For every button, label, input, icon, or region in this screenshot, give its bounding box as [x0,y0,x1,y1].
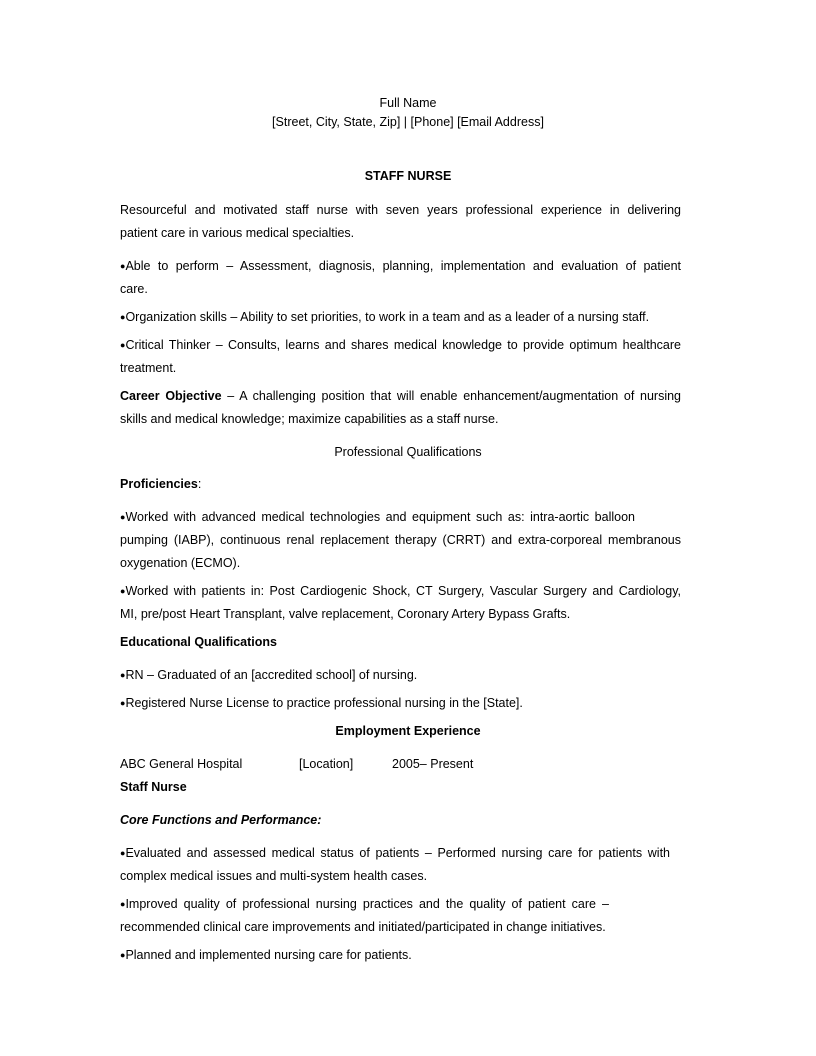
career-objective [120,388,681,404]
duty-item-planned [120,947,412,963]
summary-line-2: patient care in various medical specialties. [120,226,355,240]
duty-item-text: Evaluated and assessed medical status of patients – Performed nursing care for patients with [125,846,670,860]
position-title: Staff Nurse [120,780,187,794]
core-functions-heading: Core Functions and Performance: [120,813,322,827]
bullet-icon: ● [120,512,126,522]
professional-qualifications-heading: Professional Qualifications [334,445,482,459]
bullet-icon: ● [120,261,126,271]
education-heading: Educational Qualifications [120,635,277,649]
proficiencies-colon: : [197,477,202,491]
bullet-icon: ● [120,312,126,322]
employment-heading: Employment Experience [335,724,481,738]
contact-line: [Street, City, State, Zip] | [Phone] [Email Address] [272,115,544,129]
education-item-text: RN – Graduated of an [accredited school] of nursing. [125,668,418,682]
proficiency-item-technologies [120,509,635,525]
bullet-icon: ● [120,670,126,680]
proficiency-item-patients-cont: MI, pre/post Heart Transplant, valve replacement, Coronary Artery Bypass Grafts. [120,607,571,621]
education-item-rn [120,667,417,683]
full-name: Full Name [379,96,437,110]
proficiency-item-technologies-cont-2: oxygenation (ECMO). [120,556,241,570]
career-objective-cont: skills and medical knowledge; maximize capabilities as a staff nurse. [120,412,499,426]
duty-item-evaluated-cont: complex medical issues and multi-system health cases. [120,869,428,883]
duty-item-improved-cont: recommended clinical care improvements and initiated/participated in change initiatives. [120,920,606,934]
duty-item-improved [120,896,609,912]
skill-item-critical-thinker-cont: treatment. [120,361,177,375]
resume-title: STAFF NURSE [364,169,452,183]
skill-item-organization [120,309,649,325]
skill-item-critical-thinker [120,337,681,353]
bullet-icon: ● [120,950,126,960]
proficiencies-heading [120,476,201,492]
career-objective-text: – A challenging position that will enable enhancement/augmentation of nursing [221,389,682,403]
skill-item-text: Able to perform – Assessment, diagnosis, planning, implementation and evaluation of patient [125,259,681,273]
bullet-icon: ● [120,899,126,909]
education-item-license [120,695,523,711]
proficiency-item-technologies-cont-1: pumping (IABP), continuous renal replacement therapy (CRRT) and extra-corporeal membranous [120,533,681,547]
summary-line-1: Resourceful and motivated staff nurse with seven years professional experience in delivering [120,203,681,217]
employment-dates: 2005– Present [392,757,474,771]
proficiency-item-patients [120,583,681,599]
career-objective-label: Career Objective [120,389,222,403]
employer-location: [Location] [299,757,354,771]
skill-item-text: Critical Thinker – Consults, learns and shares medical knowledge to provide optimum healthcare [125,338,681,352]
education-item-text: Registered Nurse License to practice professional nursing in the [State]. [125,696,523,710]
bullet-icon: ● [120,698,126,708]
duty-item-text: Planned and implemented nursing care for patients. [125,948,412,962]
proficiency-item-text: Worked with patients in: Post Cardiogenic Shock, CT Surgery, Vascular Surgery and Cardiology, [125,584,681,598]
employer-name: ABC General Hospital [120,757,243,771]
duty-item-evaluated [120,845,670,861]
skill-item-text: Organization skills – Ability to set priorities, to work in a team and as a leader of a nursing staff. [125,310,650,324]
bullet-icon: ● [120,586,126,596]
bullet-icon: ● [120,340,126,350]
bullet-icon: ● [120,848,126,858]
duty-item-text: Improved quality of professional nursing practices and the quality of patient care – [125,897,609,911]
proficiency-item-text: Worked with advanced medical technologies and equipment such as: intra-aortic balloon [125,510,635,524]
skill-item-perform-cont: care. [120,282,148,296]
proficiencies-label: Proficiencies [120,477,198,491]
skill-item-perform [120,258,681,274]
